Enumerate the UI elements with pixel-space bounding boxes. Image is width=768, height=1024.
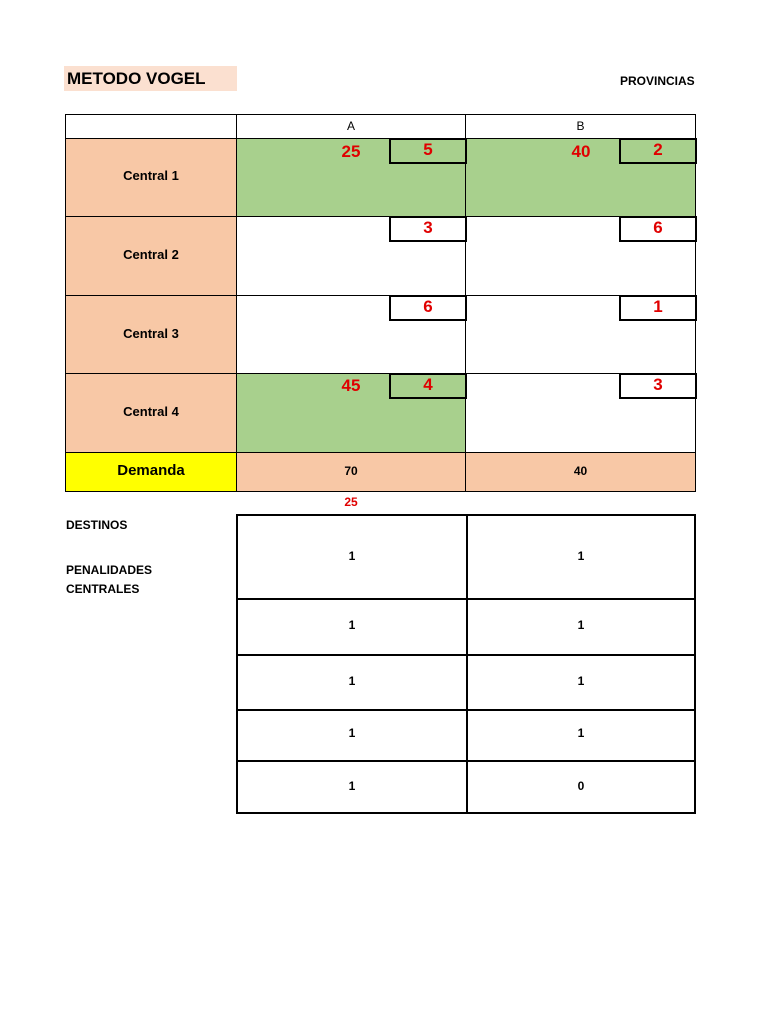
grid-line bbox=[236, 114, 237, 492]
grid-line bbox=[466, 516, 468, 812]
provincias-label: PROVINCIAS bbox=[620, 74, 695, 88]
row-label-central-2: Central 2 bbox=[123, 247, 179, 262]
remaining-demand-note: 25 bbox=[344, 495, 358, 509]
row-label-central-4: Central 4 bbox=[123, 404, 179, 419]
penalty-value: 1 bbox=[348, 549, 356, 563]
cost-box: 1 bbox=[619, 295, 697, 321]
demanda-value-b: 40 bbox=[573, 464, 588, 478]
cost-box: 3 bbox=[389, 216, 467, 242]
penalty-table bbox=[236, 514, 696, 814]
page-title: METODO VOGEL bbox=[64, 66, 237, 91]
centrales-label: CENTRALES bbox=[66, 582, 140, 596]
grid-line bbox=[65, 138, 696, 139]
cost-box: 2 bbox=[619, 138, 697, 164]
penalty-value: 1 bbox=[348, 779, 356, 793]
penalty-value: 1 bbox=[348, 726, 356, 740]
demanda-label: Demanda bbox=[117, 462, 185, 479]
grid-line bbox=[238, 654, 694, 656]
penalty-value: 0 bbox=[577, 779, 585, 793]
cost-box: 6 bbox=[389, 295, 467, 321]
penalty-value: 1 bbox=[348, 674, 356, 688]
penalty-value: 1 bbox=[577, 618, 585, 632]
allocation-value: 40 bbox=[571, 142, 591, 161]
cost-box: 4 bbox=[389, 373, 467, 399]
row-label-central-3: Central 3 bbox=[123, 326, 179, 341]
allocation-value: 25 bbox=[341, 142, 361, 161]
cost-box: 3 bbox=[619, 373, 697, 399]
penalty-value: 1 bbox=[577, 726, 585, 740]
cost-box: 5 bbox=[389, 138, 467, 164]
demanda-value-a: 70 bbox=[344, 464, 358, 478]
column-header-b: B bbox=[576, 119, 585, 133]
destinos-label: DESTINOS bbox=[66, 518, 128, 532]
allocation-value: 45 bbox=[341, 376, 361, 395]
grid-line bbox=[65, 491, 696, 492]
grid-line bbox=[65, 295, 696, 296]
cost-box: 6 bbox=[619, 216, 697, 242]
grid-line bbox=[238, 760, 694, 762]
penalty-value: 1 bbox=[577, 674, 585, 688]
grid-line bbox=[65, 373, 696, 374]
grid-line bbox=[65, 216, 696, 217]
penalty-value: 1 bbox=[348, 618, 356, 632]
row-label-central-1: Central 1 bbox=[123, 168, 179, 183]
grid-line bbox=[238, 709, 694, 711]
penalty-value: 1 bbox=[577, 549, 585, 563]
column-header-a: A bbox=[346, 119, 355, 133]
penalidades-label: PENALIDADES bbox=[66, 563, 153, 577]
grid-line bbox=[238, 598, 694, 600]
